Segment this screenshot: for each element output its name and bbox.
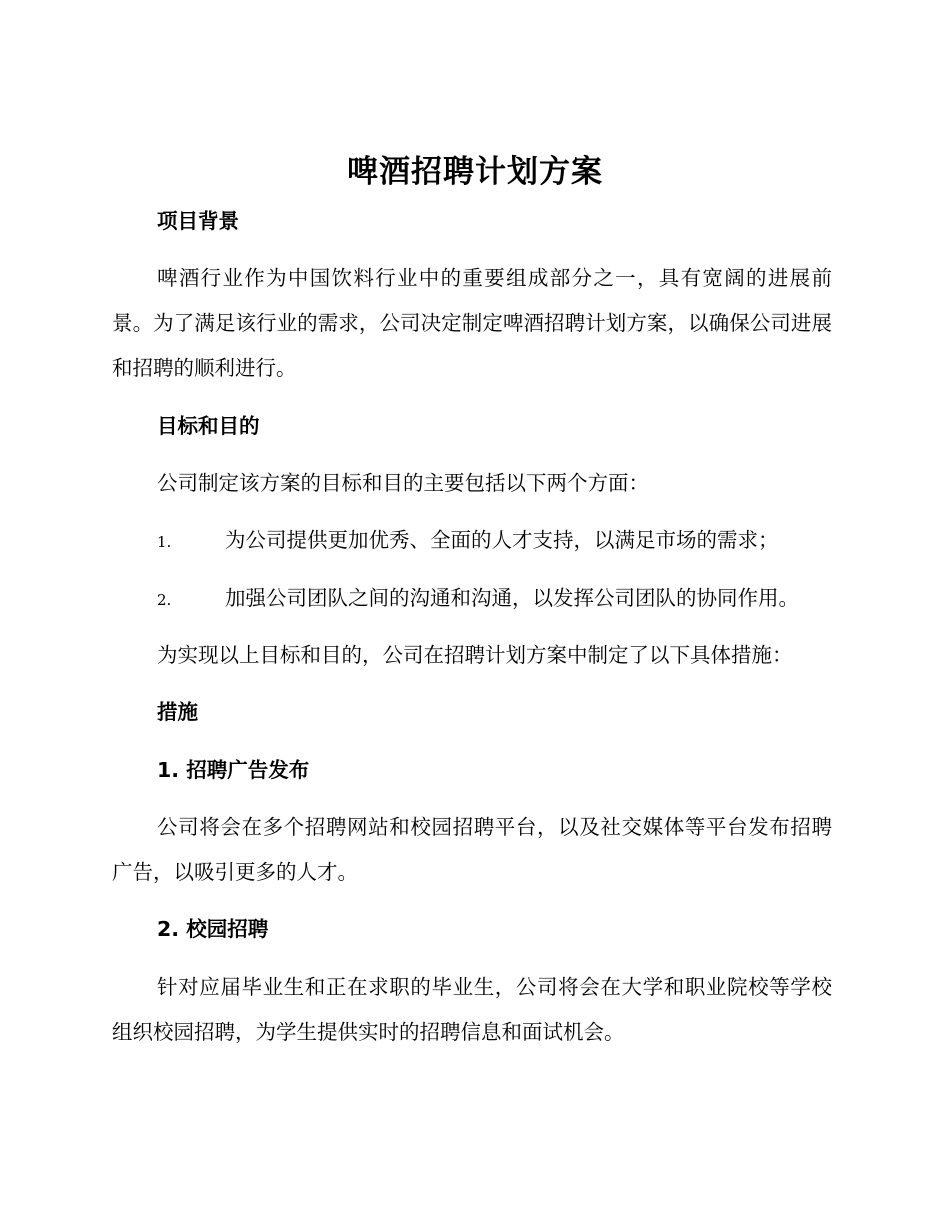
paragraph-background: 啤酒行业作为中国饮料行业中的重要组成部分之一，具有宽阔的进展前景。为了满足该行业的需求，公司决定制定啤酒招聘计划方案，以确保公司进展和招聘的顺利进行。 bbox=[112, 266, 832, 380]
section-heading-measures: 措施 bbox=[157, 700, 198, 724]
section-heading-goals: 目标和目的 bbox=[157, 414, 260, 438]
list-item-number: 2. bbox=[157, 591, 172, 609]
subsection-heading-ads: 1. 招聘广告发布 bbox=[157, 758, 310, 782]
list-item-text: 为公司提供更加优秀、全面的人才支持，以满足市场的需求； bbox=[225, 528, 779, 552]
list-item-number: 1. bbox=[157, 533, 172, 551]
document-title: 啤酒招聘计划方案 bbox=[347, 154, 603, 190]
list-item bbox=[157, 583, 799, 615]
subsection-heading-campus: 2. 校园招聘 bbox=[157, 917, 269, 941]
list-item bbox=[157, 525, 779, 557]
section-heading-background: 项目背景 bbox=[157, 209, 239, 233]
paragraph-campus: 针对应届毕业生和正在求职的毕业生，公司将会在大学和职业院校等学校组织校园招聘，为学生提供实时的招聘信息和面试机会。 bbox=[112, 975, 832, 1044]
paragraph-goals-intro: 公司制定该方案的目标和目的主要包括以下两个方面： bbox=[157, 471, 649, 495]
list-item-text: 加强公司团队之间的沟通和沟通，以发挥公司团队的协同作用。 bbox=[225, 586, 799, 610]
paragraph-goals-outro: 为实现以上目标和目的，公司在招聘计划方案中制定了以下具体措施： bbox=[157, 643, 793, 667]
paragraph-ads: 公司将会在多个招聘网站和校园招聘平台，以及社交媒体等平台发布招聘广告，以吸引更多的人才。 bbox=[112, 815, 832, 884]
